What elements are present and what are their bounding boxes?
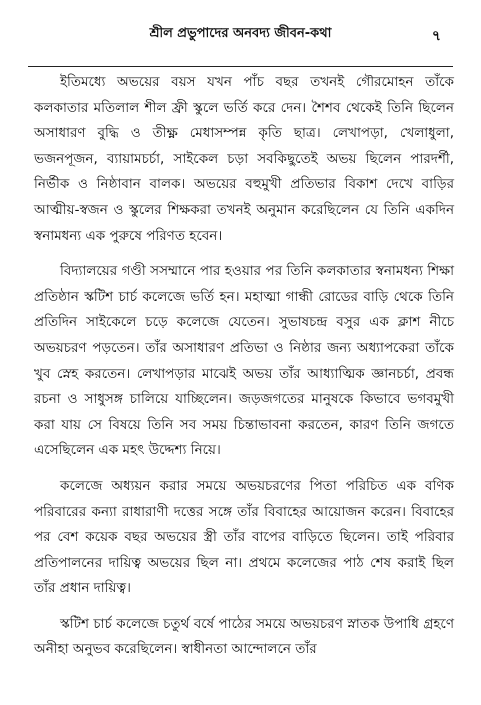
paragraph: ইতিমধ্যে অভয়ের বয়স যখন পাঁচ বছর তখনই গৌরমোহন তাঁকে কলকাতার মতিলাল শীল ফ্রী স্কুলে ভর্তি করে দেন। শৈশব থেকেই তিনি ছিলেন অসাধারণ বুদ্ধি ও তীক্ষ্ণ মেধাসম্পন্ন কৃতি ছাত্র। লেখাপড়া, খেলাধুলা, ভজনপূজন, ব্যায়ামচর্চা, সাইকেল চড়া সবকিছুতেই অভয় ছিলেন পারদর্শী, নির্ভীক ও নিষ্ঠাবান বালক। অভয়ের বহুমুখী প্রতিভার বিকাশ দেখে বাড়ির আত্মীয়-স্বজন ও স্কুলের শিক্ষকরা তখনই অনুমান করেছিলেন যে তিনি একদিন স্বনামধন্য এক পুরুষে পরিণত হবেন।: [34, 74, 454, 244]
header-divider: [28, 66, 453, 67]
paragraph: বিদ্যালয়ের গণ্ডী সসম্মানে পার হওয়ার পর তিনি কলকাতার স্বনামধন্য শিক্ষা প্রতিষ্ঠান স্কটিশ চার্চ কলেজে ভর্তি হন। মহাত্মা গান্ধী রোডের বাড়ি থেকে তিনি প্রতিদিন সাইকেলে চড়ে কলেজে যেতেন। সুভাষচন্দ্র বসুর এক ক্লাশ নীচে অভয়চরণ পড়তেন। তাঁর অসাধারণ প্রতিভা ও নিষ্ঠার জন্য অধ্যাপকেরা তাঁকে খুব স্নেহ করতেন। লেখাপড়ার মাঝেই অভয় তাঁর আধ্যাত্মিক জ্ঞানচর্চা, প্রবন্ধ রচনা ও সাধুসঙ্গ চালিয়ে যাচ্ছিলেন। জড়জগতের মানুষকে কিভাবে ভগবমুখী করা যায় সে বিষয়ে তিনি সব সময় চিন্তাভাবনা করতেন, কারণ তিনি জগতে এসেছিলেন এক মহৎ উদ্দেশ্য নিয়ে।: [34, 263, 454, 459]
running-header: [0, 22, 481, 48]
header-title: শ্রীল প্রভুপাদের অনবদ্য জীবন-কথা: [149, 26, 332, 41]
paragraph: কলেজে অধ্যয়ন করার সময়ে অভয়চরণের পিতা পরিচিত এক বণিক পরিবারের কন্যা রাধারাণী দত্তের সঙ্গে তাঁর বিবাহের আয়োজন করেন। বিবাহের পর বেশ কয়েক বছর অভয়ের স্ত্রী তাঁর বাপের বাড়িতে ছিলেন। তাই পরিবার প্রতিপালনের দায়িত্ব অভয়ের ছিল না। প্রথমে কলেজের পাঠ শেষ করাই ছিল তাঁর প্রধান দায়িত্ব।: [34, 477, 454, 597]
page-number: ৭: [431, 28, 441, 44]
paragraph: স্কটিশ চার্চ কলেজে চতুর্থ বর্ষে পাঠের সময়ে অভয়চরণ স্নাতক উপাধি গ্রহণে অনীহা অনুভব করেছিলেন। স্বাধীনতা আন্দোলনে তাঁর: [34, 615, 454, 658]
page-body: [34, 70, 454, 673]
